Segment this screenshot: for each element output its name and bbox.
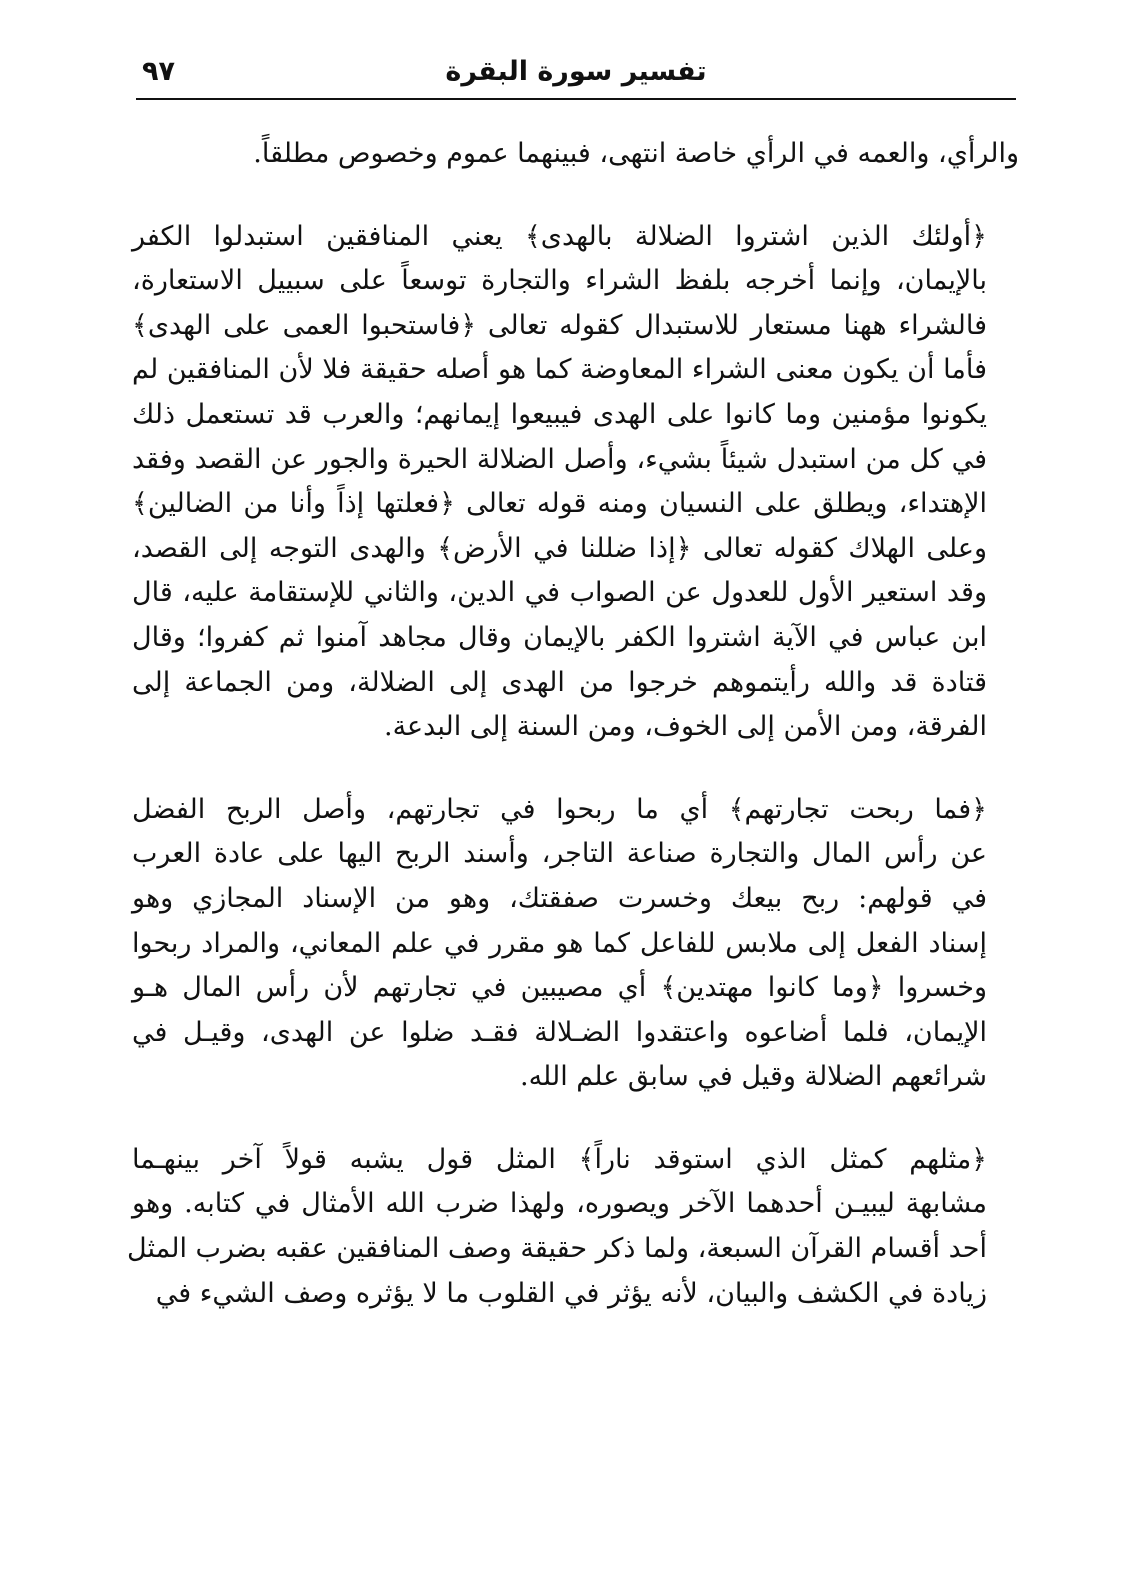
text-line: فالشراء ههنا مستعار للاستبدال كقوله تعالى ﴿فاستحبوا العمى على الهدى﴾ [132,309,987,341]
paragraph [132,132,1019,177]
text-line: الإيمان، فلما أضاعوه واعتقدوا الضـلالة فقـد ضلوا عن الهدى، وقيـل في [132,1016,987,1048]
text-line: ﴿مثلهم كمثل الذي استوقد ناراً﴾ المثل قول يشبه قولاً آخر بينهـما [132,1143,987,1175]
paragraph [132,788,1019,1100]
text-line: إسناد الفعل إلى ملابس للفاعل كما هو مقرر في علم المعاني، والمراد ربحوا [132,927,987,959]
text-line: أحد أقسام القرآن السبعة، ولما ذكر حقيقة وصف المنافقين عقبه بضرب المثل [127,1233,987,1265]
text-line: زيادة في الكشف والبيان، لأنه يؤثر في القلوب ما لا يؤثره وصف الشيء في [155,1277,987,1309]
text-line: فأما أن يكون معنى الشراء المعاوضة كما هو أصله حقيقة فلا لأن المنافقين لم [132,354,987,386]
text-line: مشابهة ليبيـن أحدهما الآخر ويصوره، ولهذا ضرب الله الأمثال في كتابه. وهو [132,1188,987,1220]
text-line: ﴿أولئك الذين اشتروا الضلالة بالهدى﴾ يعني المنافقين استبدلوا الكفر [132,220,987,252]
text-line: ابن عباس في الآية اشتروا الكفر بالإيمان وقال مجاهد آمنوا ثم كفروا؛ وقال [132,621,987,653]
text-line: وعلى الهلاك كقوله تعالى ﴿إذا ضللنا في الأرض﴾ والهدى التوجه إلى القصد، [132,532,987,564]
page-number: ٩٧ [142,56,175,87]
text-line: وخسروا ﴿وما كانوا مهتدين﴾ أي مصيبين في تجارتهم لأن رأس المال هـو [132,972,987,1004]
paragraph [132,215,1019,750]
text-line: بالإيمان، وإنما أخرجه بلفظ الشراء والتجارة توسعاً على سبييل الاستعارة، [132,265,987,297]
text-line: في كل من استبدل شيئاً بشيء، وأصل الضلالة الحيرة والجور عن القصد وفقد [132,443,987,475]
text-line: وقد استعير الأول للعدول عن الصواب في الدين، والثاني للإستقامة عليه، قال [132,577,987,609]
text-line: عن رأس المال والتجارة صناعة التاجر، وأسند الربح اليها على عادة العرب [132,838,987,870]
paragraph [127,1138,1019,1316]
text-line: الإهتداء، ويطلق على النسيان ومنه قوله تعالى ﴿فعلتها إذاً وأنا من الضالين﴾ [132,488,987,520]
page-body [127,132,1019,1354]
text-line: قتادة قد والله رأيتموهم خرجوا من الهدى إلى الضلالة، ومن الجماعة إلى [132,666,987,698]
text-line: شرائعهم الضلالة وقيل في سابق علم الله. [519,1061,987,1093]
text-line: الفرقة، ومن الأمن إلى الخوف، ومن السنة إلى البدعة. [384,711,987,743]
text-line: يكونوا مؤمنين وما كانوا على الهدى فيبيعوا إيمانهم؛ والعرب قد تستعمل ذلك [132,398,987,430]
text-line: والرأي، والعمه في الرأي خاصة انتهى، فبينهما عموم وخصوص مطلقاً. [253,138,1019,169]
text-line: ﴿فما ربحت تجارتهم﴾ أي ما ربحوا في تجارتهم، وأصل الربح الفضل [132,793,987,825]
header-title: تفسير سورة البقرة [445,56,707,87]
text-line: في قولهم: ربح بيعك وخسرت صفقتك، وهو من الإسناد المجازي وهو [132,882,987,914]
running-header [136,52,1016,100]
